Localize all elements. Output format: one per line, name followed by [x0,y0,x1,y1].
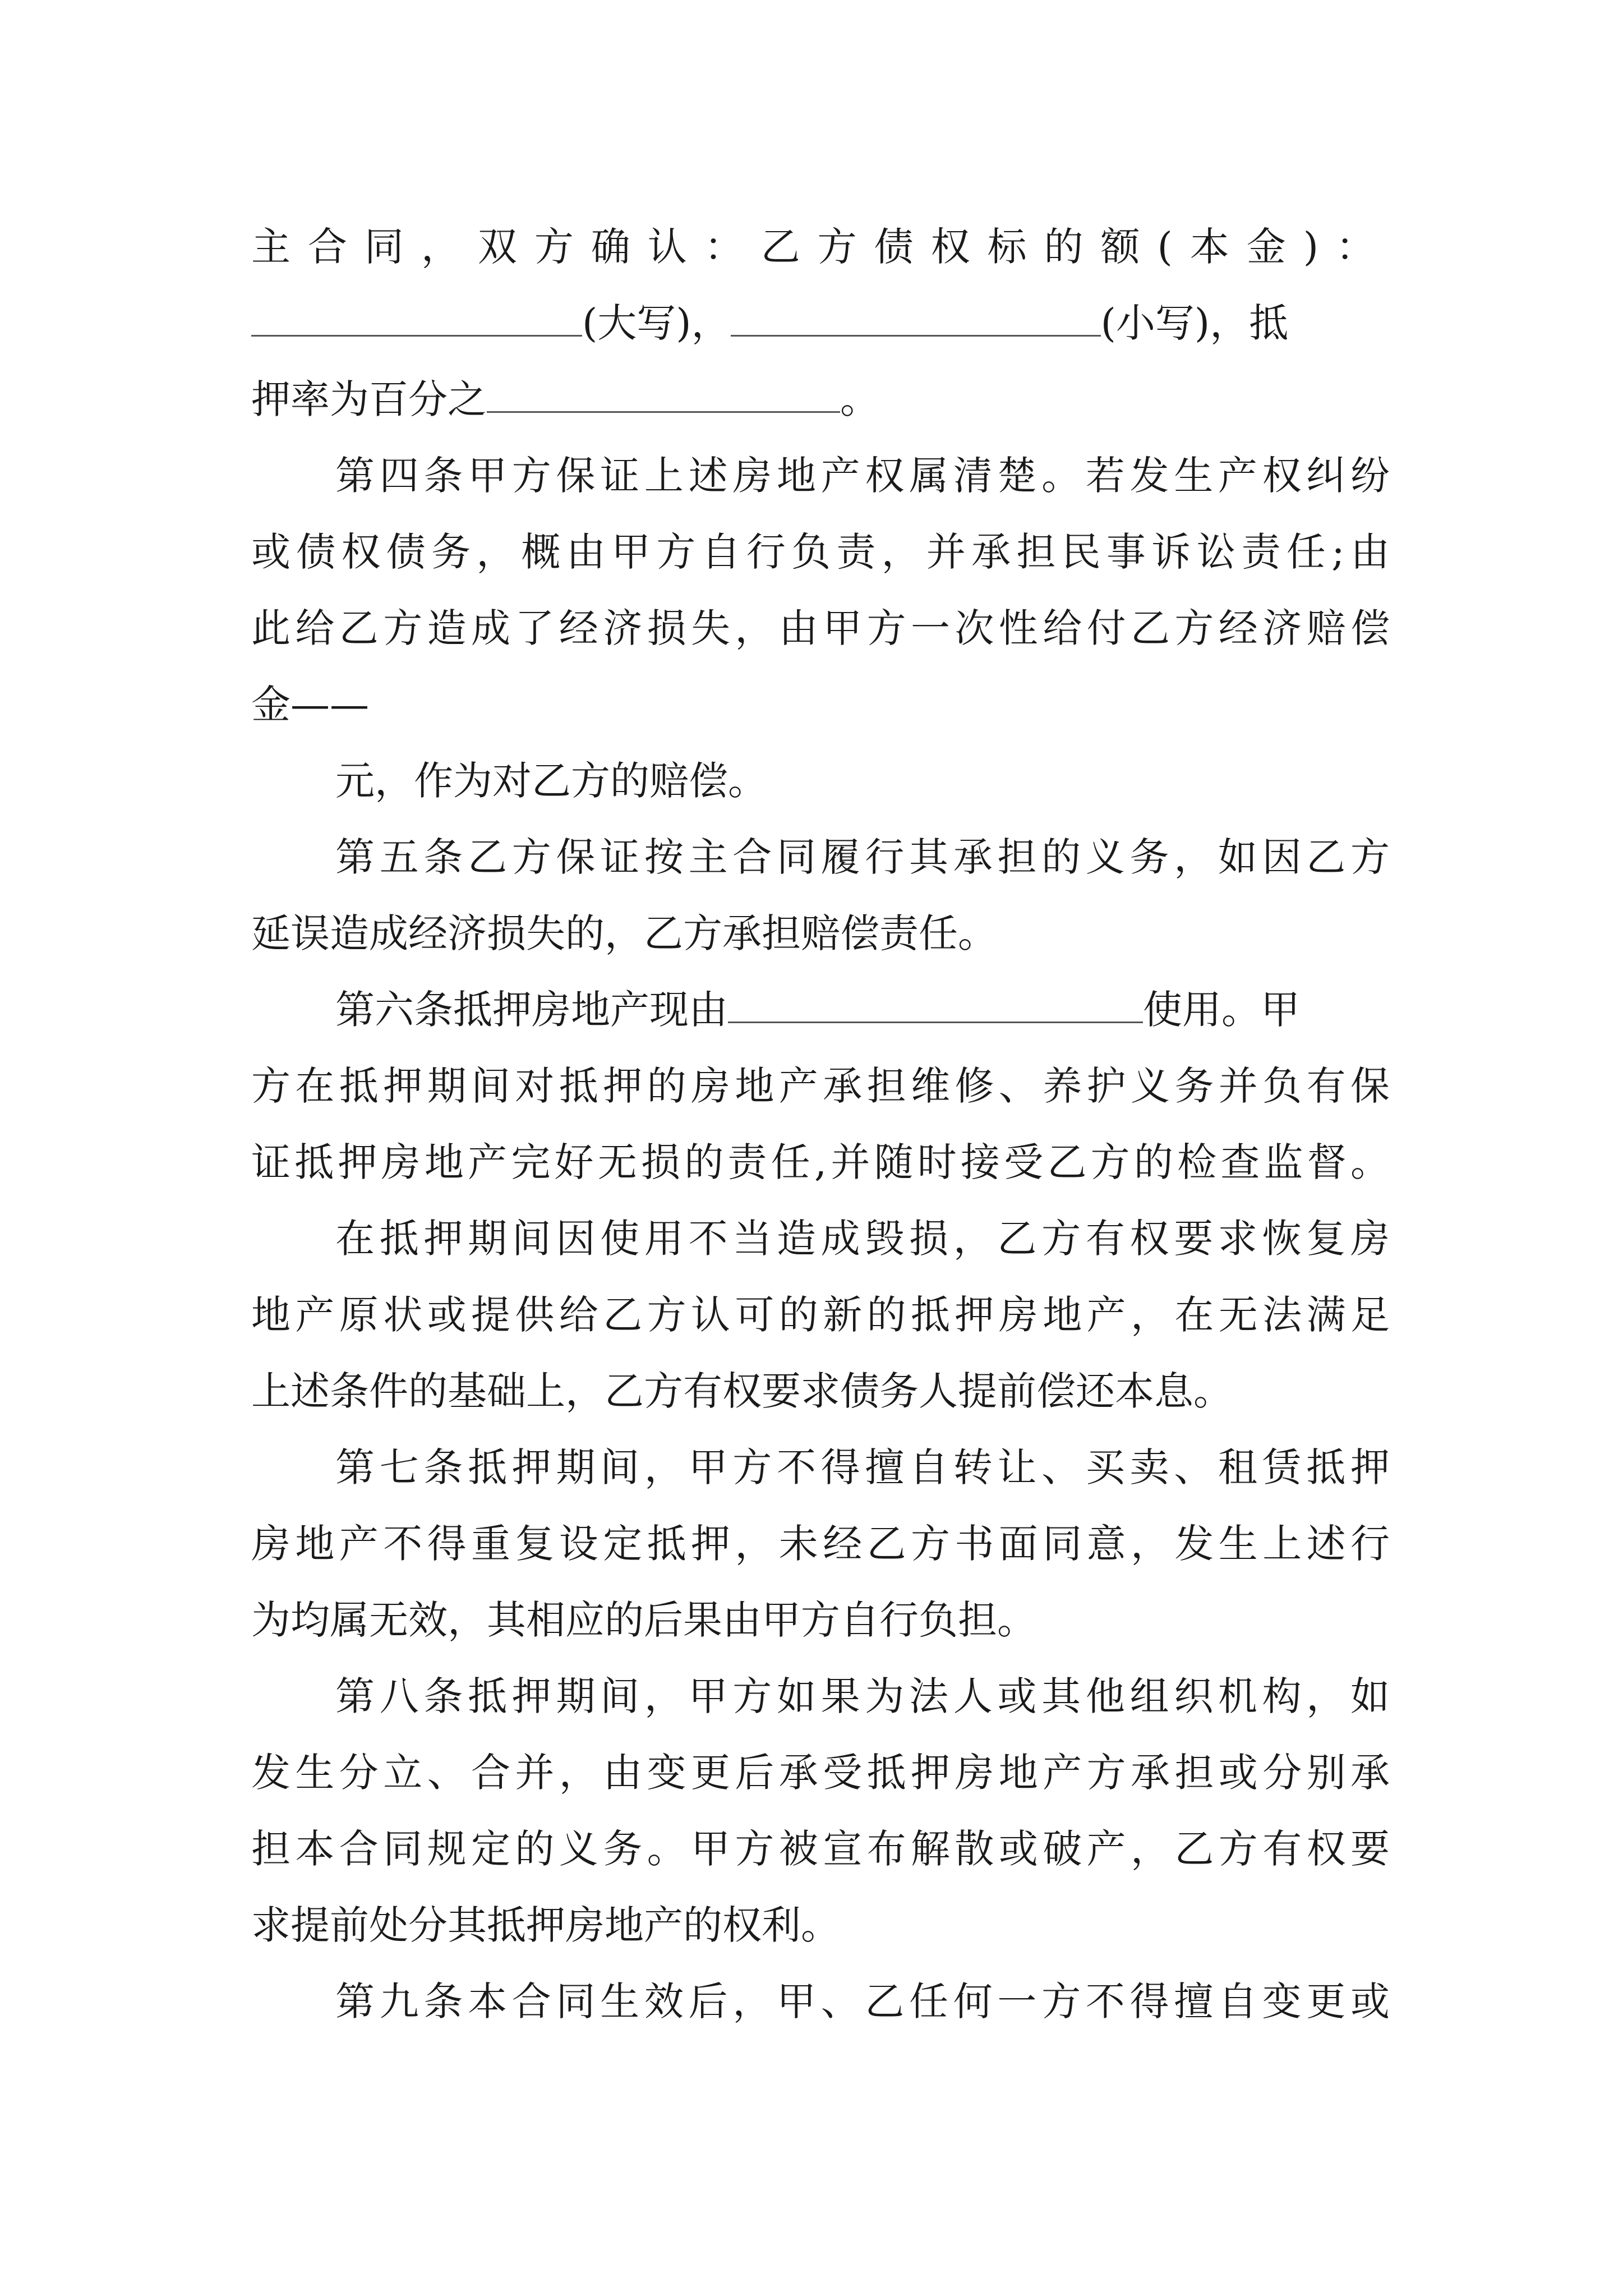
article7-line2: 房地产不得重复设定抵押，未经乙方书面同意，发生上述行 [251,1521,1390,1567]
amount-figures-blank [731,300,1101,337]
article4-line1: 第四条甲方保证上述房地产权属清楚。若发生产权纠纷 [335,453,1390,499]
article4-line5: 元，作为对乙方的赔偿。 [335,758,767,804]
para1-line2-text-a: (大写)， [582,300,731,346]
article6-line1 [251,972,1390,1048]
para1-line2-text-b: (小写)，抵 [1100,300,1289,346]
user-name-blank [728,987,1143,1023]
article6-line1-text-b: 使用。甲 [1143,987,1300,1033]
article6-cont-line2: 地产原状或提供给乙方认可的新的抵押房地产，在无法满足 [251,1292,1390,1338]
article4-line2: 或债权债务，概由甲方自行负责，并承担民事诉讼责任;由 [251,529,1390,575]
para1-line3 [251,361,1390,438]
article9-line1: 第九条本合同生效后，甲、乙任何一方不得擅自变更或 [335,1978,1390,2024]
article7-line3: 为均属无效，其相应的后果由甲方自行负担。 [251,1597,1036,1643]
mortgage-rate-blank [487,376,840,413]
contract-body [251,209,1390,2040]
para1-line1: 主合同，双方确认：乙方债权标的额(本金)： [251,224,1390,270]
article6-line1-text-a: 第六条抵押房地产现由 [335,987,728,1033]
article5-line2: 延误造成经济损失的，乙方承担赔偿责任。 [251,910,997,956]
para1-line3-text-b: 。 [840,376,879,422]
article8-line3: 担本合同规定的义务。甲方被宣布解散或破产，乙方有权要 [251,1826,1390,1872]
para1-line3-text-a: 押率为百分之 [251,376,487,422]
article6-line2: 方在抵押期间对抵押的房地产承担维修、养护义务并负有保 [251,1063,1390,1109]
article5-line1: 第五条乙方保证按主合同履行其承担的义务，如因乙方 [335,834,1390,880]
article8-line1: 第八条抵押期间，甲方如果为法人或其他组织机构，如 [335,1673,1390,1719]
article6-line3: 证抵押房地产完好无损的责任,并随时接受乙方的检查监督。 [251,1139,1390,1185]
article6-cont-line1: 在抵押期间因使用不当造成毁损，乙方有权要求恢复房 [335,1216,1390,1262]
amount-words-blank [251,300,582,337]
article8-line4: 求提前处分其抵押房地产的权利。 [251,1902,840,1948]
article8-line2: 发生分立、合并，由变更后承受抵押房地产方承担或分别承 [251,1750,1390,1796]
para1-line2 [251,285,1390,361]
article4-line3: 此给乙方造成了经济损失，由甲方一次性给付乙方经济赔偿 [251,605,1390,651]
article6-cont-line3: 上述条件的基础上，乙方有权要求债务人提前偿还本息。 [251,1368,1233,1414]
article7-line1: 第七条抵押期间，甲方不得擅自转让、买卖、租赁抵押 [335,1444,1390,1490]
article4-line4: 金—— [251,682,369,728]
